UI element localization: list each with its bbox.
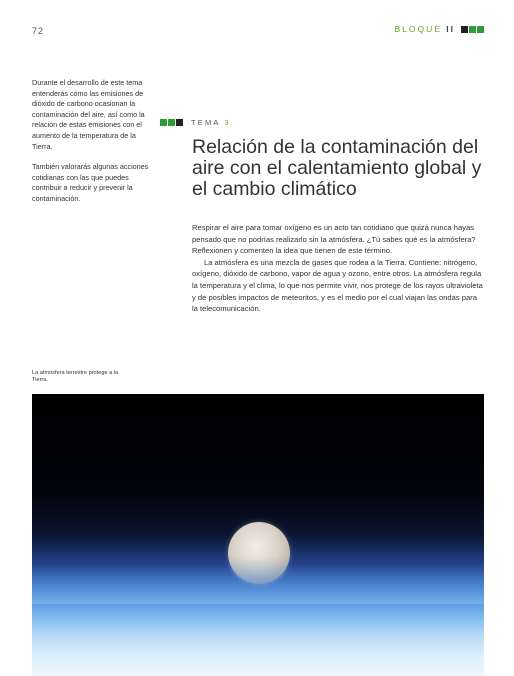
sidebar-paragraph-1: Durante el desarrollo de este tema entenderás cómo las emisiones de dióxido de carbono ocasionan la contaminación del aire, así como la relación de estas emisiones con el aumento de la temperatura de la Tierra. xyxy=(32,78,145,151)
sidebar-paragraph-2: También valorarás algunas acciones cotidianas con las que puedes contribuir a reducir y prevenir la contaminación. xyxy=(32,162,149,203)
tema-word: TEMA xyxy=(191,118,221,127)
bloque-label xyxy=(394,24,455,34)
moon-image xyxy=(228,522,290,584)
photo-caption: La atmósfera terrestre protege a la Tierra. xyxy=(32,370,119,384)
bloque-blocks-icon xyxy=(461,26,484,33)
page-number: 72 xyxy=(32,26,45,36)
body-paragraph-1: Respirar el aire para tomar oxígeno es un acto tan cotidiano que quizá nunca hayas pensado que no podrías realizarlo sin la atmósfera. ¿Tú sabes qué es la atmósfera? Reflexionen y comenten la idea que tienen de este término. xyxy=(192,223,476,256)
bloque-numeral: II xyxy=(446,24,455,34)
tema-marker xyxy=(160,118,231,127)
body-paragraph-2: La atmósfera es una mezcla de gases que rodea a la Tierra. Contiene: nitrógeno, oxígeno, dióxido de carbono, vapor de agua y ozono, entre otros. La atmósfera regula la temperatura y el clima, lo que nos permite vivir, nos protege de los rayos ultravioleta y de posibles impactos de meteoritos, y es el medio por el cual viajan las ondas para la telecomunicación. xyxy=(192,257,483,314)
sidebar-intro xyxy=(32,78,150,215)
topic-title: Relación de la contaminación del aire con el calentamiento global y el cambio climático xyxy=(192,136,482,200)
tema-number: 3 xyxy=(224,118,231,127)
earth-atmosphere-photo xyxy=(32,394,484,676)
tema-label xyxy=(191,118,231,127)
bloque-header xyxy=(394,24,484,34)
body-text xyxy=(192,222,484,315)
tema-blocks-icon xyxy=(160,119,183,126)
bloque-word: BLOQUE xyxy=(394,24,442,34)
